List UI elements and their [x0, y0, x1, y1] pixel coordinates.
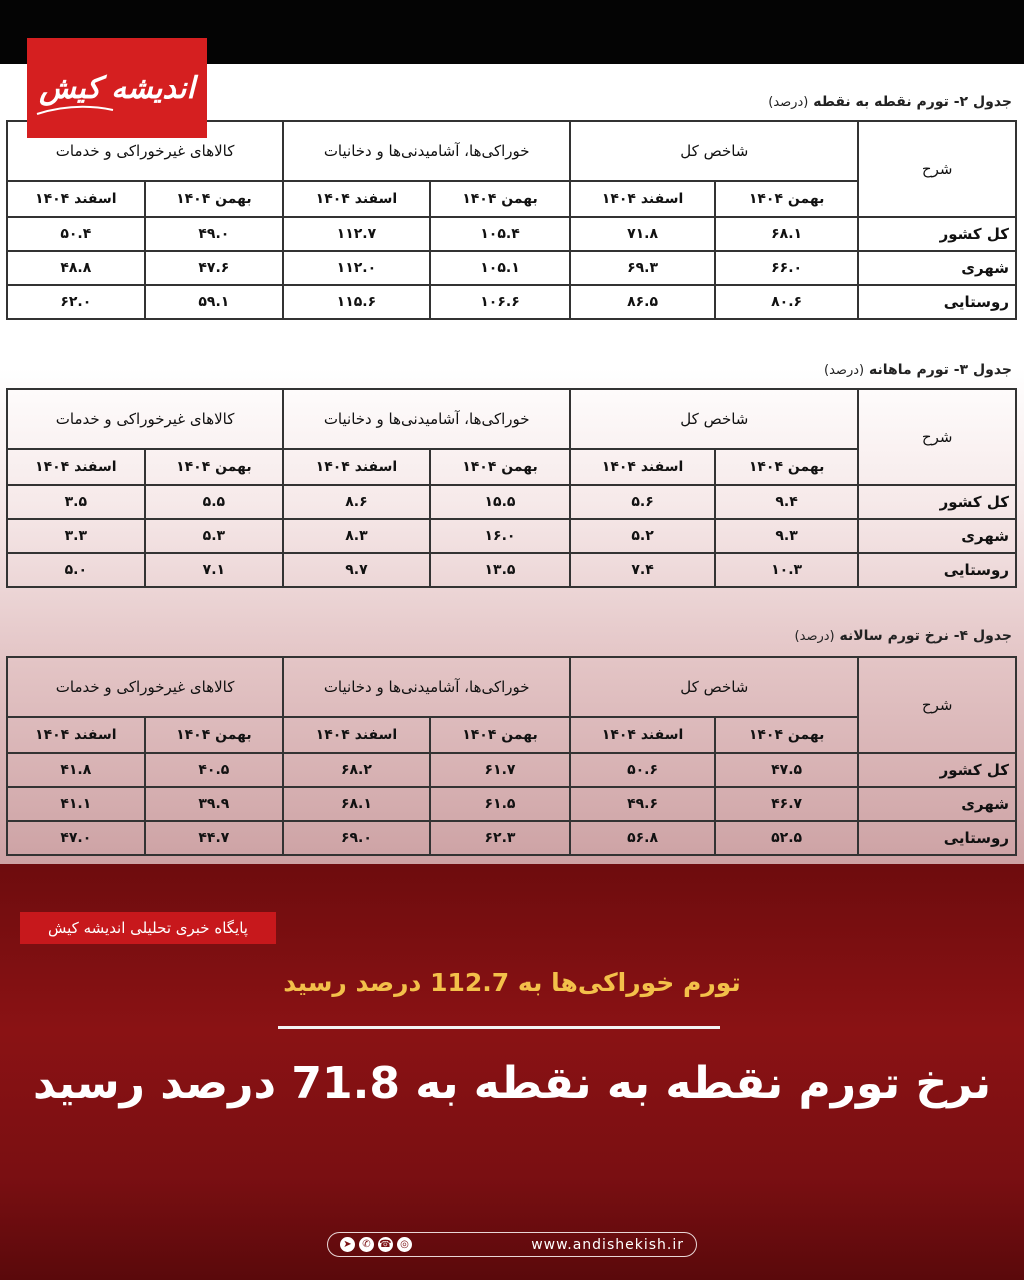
- table-row: [7, 821, 1016, 855]
- table-cell: ۴۴.۷: [145, 821, 284, 855]
- table-cell: ۴۹.۶: [570, 787, 715, 821]
- column-group-header: کالاهای غیرخوراکی و خدمات: [7, 121, 283, 181]
- table-row: [7, 485, 1016, 519]
- table-cell: ۶۸.۱: [715, 217, 859, 251]
- table-row: [7, 285, 1016, 319]
- table-cell: ۱۰۶.۶: [430, 285, 571, 319]
- table-cell: ۸.۳: [283, 519, 430, 553]
- month-header: اسفند ۱۴۰۴: [7, 181, 145, 217]
- table-cell: ۴۰.۵: [145, 753, 284, 787]
- table-cell: ۷.۴: [570, 553, 715, 587]
- table-cell: ۱۶.۰: [430, 519, 571, 553]
- row-label: کل کشور: [858, 485, 1016, 519]
- table-cell: ۵۰.۴: [7, 217, 145, 251]
- table-row: [7, 753, 1016, 787]
- table-caption: جدول ۴- نرخ تورم سالانه (درصد): [794, 628, 1012, 644]
- row-label: شهری: [858, 787, 1016, 821]
- column-group-header: شاخص کل: [570, 121, 858, 181]
- table-cell: ۹.۳: [715, 519, 859, 553]
- month-header: اسفند ۱۴۰۴: [570, 449, 715, 485]
- row-label: کل کشور: [858, 217, 1016, 251]
- table-cell: ۴۱.۸: [7, 753, 145, 787]
- table-cell: ۶۶.۰: [715, 251, 859, 285]
- table-cell: ۱۰۵.۱: [430, 251, 571, 285]
- table-cell: ۶۹.۳: [570, 251, 715, 285]
- table-row: [7, 519, 1016, 553]
- month-header: اسفند ۱۴۰۴: [7, 449, 145, 485]
- month-header: اسفند ۱۴۰۴: [570, 181, 715, 217]
- table-cell: ۴۷.۰: [7, 821, 145, 855]
- table-cell: ۶۱.۷: [430, 753, 571, 787]
- column-group-header: خوراکی‌ها، آشامیدنی‌ها و دخانیات: [283, 121, 570, 181]
- table-cell: ۷.۱: [145, 553, 284, 587]
- table-cell: ۶۱.۵: [430, 787, 571, 821]
- row-label: کل کشور: [858, 753, 1016, 787]
- column-group-header: شاخص کل: [570, 657, 858, 717]
- month-header: بهمن ۱۴۰۴: [430, 717, 571, 753]
- row-label: شهری: [858, 251, 1016, 285]
- table-cell: ۶۸.۲: [283, 753, 430, 787]
- table-cell: ۶۲.۰: [7, 285, 145, 319]
- table-cell: ۴۱.۱: [7, 787, 145, 821]
- month-header: بهمن ۱۴۰۴: [715, 181, 859, 217]
- month-header: بهمن ۱۴۰۴: [430, 181, 571, 217]
- divider: [278, 1026, 720, 1029]
- table-cell: ۶۹.۰: [283, 821, 430, 855]
- data-table: [6, 656, 1017, 856]
- kicker-text: تورم خوراکی‌ها به 112.7 درصد رسید: [283, 968, 741, 997]
- table-cell: ۸.۶: [283, 485, 430, 519]
- table-cell: ۱۵.۵: [430, 485, 571, 519]
- table-cell: ۸۶.۵: [570, 285, 715, 319]
- table-row: [7, 787, 1016, 821]
- month-header: اسفند ۱۴۰۴: [283, 181, 430, 217]
- row-header: شرح: [858, 657, 1016, 753]
- table-cell: ۹.۷: [283, 553, 430, 587]
- row-header: شرح: [858, 121, 1016, 217]
- data-table: [6, 120, 1017, 320]
- table-cell: ۳.۵: [7, 485, 145, 519]
- month-header: بهمن ۱۴۰۴: [145, 717, 284, 753]
- month-header: اسفند ۱۴۰۴: [570, 717, 715, 753]
- table-cell: ۶۸.۱: [283, 787, 430, 821]
- headline: نرخ تورم نقطه به نقطه به 71.8 درصد رسید: [32, 1058, 992, 1109]
- month-header: بهمن ۱۴۰۴: [715, 717, 859, 753]
- data-table: [6, 388, 1017, 588]
- table-cell: ۵.۵: [145, 485, 284, 519]
- table-cell: ۱۰۵.۴: [430, 217, 571, 251]
- phone-icon[interactable]: ☎: [379, 1239, 392, 1250]
- column-group-header: خوراکی‌ها، آشامیدنی‌ها و دخانیات: [283, 389, 570, 449]
- table-cell: ۵.۲: [570, 519, 715, 553]
- table-cell: ۵۰.۶: [570, 753, 715, 787]
- row-label: روستایی: [858, 285, 1016, 319]
- month-header: اسفند ۱۴۰۴: [283, 449, 430, 485]
- logo-swoosh: [35, 100, 115, 120]
- column-group-header: شاخص کل: [570, 389, 858, 449]
- column-group-header: کالاهای غیرخوراکی و خدمات: [7, 389, 283, 449]
- website-url[interactable]: www.andishekish.ir: [531, 1236, 684, 1253]
- month-header: اسفند ۱۴۰۴: [7, 717, 145, 753]
- source-tag: پایگاه خبری تحلیلی اندیشه کیش: [20, 912, 276, 944]
- table-caption: جدول ۳- تورم ماهانه (درصد): [824, 362, 1012, 378]
- instagram-icon[interactable]: ◎: [397, 1237, 412, 1252]
- table-cell: ۱۱۲.۰: [283, 251, 430, 285]
- footer-pill[interactable]: [327, 1232, 697, 1257]
- table-cell: ۵.۶: [570, 485, 715, 519]
- table-row: [7, 553, 1016, 587]
- table-cell: ۱۰.۳: [715, 553, 859, 587]
- row-label: شهری: [858, 519, 1016, 553]
- document-image: [0, 64, 1024, 864]
- column-group-header: خوراکی‌ها، آشامیدنی‌ها و دخانیات: [283, 657, 570, 717]
- table-cell: ۵۲.۵: [715, 821, 859, 855]
- table-cell: ۷۱.۸: [570, 217, 715, 251]
- social-icons: [340, 1237, 412, 1252]
- brand-logo[interactable]: اندیشه کیش: [27, 38, 207, 138]
- table-cell: ۴۷.۵: [715, 753, 859, 787]
- table-cell: ۴۷.۶: [145, 251, 284, 285]
- table-cell: ۵.۳: [145, 519, 284, 553]
- row-label: روستایی: [858, 821, 1016, 855]
- table-cell: ۹.۴: [715, 485, 859, 519]
- telegram-icon[interactable]: ➤: [340, 1237, 355, 1252]
- table-cell: ۶۲.۳: [430, 821, 571, 855]
- month-header: اسفند ۱۴۰۴: [283, 717, 430, 753]
- table-cell: ۴۸.۸: [7, 251, 145, 285]
- table-cell: ۳۹.۹: [145, 787, 284, 821]
- table-cell: ۵۶.۸: [570, 821, 715, 855]
- table-cell: ۵.۰: [7, 553, 145, 587]
- table-cell: ۱۱۵.۶: [283, 285, 430, 319]
- table-cell: ۴۶.۷: [715, 787, 859, 821]
- month-header: بهمن ۱۴۰۴: [145, 449, 284, 485]
- table-cell: ۱۳.۵: [430, 553, 571, 587]
- column-group-header: کالاهای غیرخوراکی و خدمات: [7, 657, 283, 717]
- whatsapp-icon[interactable]: ✆: [359, 1237, 374, 1252]
- table-row: [7, 251, 1016, 285]
- table-cell: ۵۹.۱: [145, 285, 284, 319]
- month-header: بهمن ۱۴۰۴: [715, 449, 859, 485]
- table-cell: ۳.۳: [7, 519, 145, 553]
- row-header: شرح: [858, 389, 1016, 485]
- month-header: بهمن ۱۴۰۴: [430, 449, 571, 485]
- table-caption: جدول ۲- تورم نقطه به نقطه (درصد): [768, 94, 1012, 110]
- table-row: [7, 217, 1016, 251]
- row-label: روستایی: [858, 553, 1016, 587]
- table-cell: ۱۱۲.۷: [283, 217, 430, 251]
- table-cell: ۴۹.۰: [145, 217, 284, 251]
- table-cell: ۸۰.۶: [715, 285, 859, 319]
- month-header: بهمن ۱۴۰۴: [145, 181, 284, 217]
